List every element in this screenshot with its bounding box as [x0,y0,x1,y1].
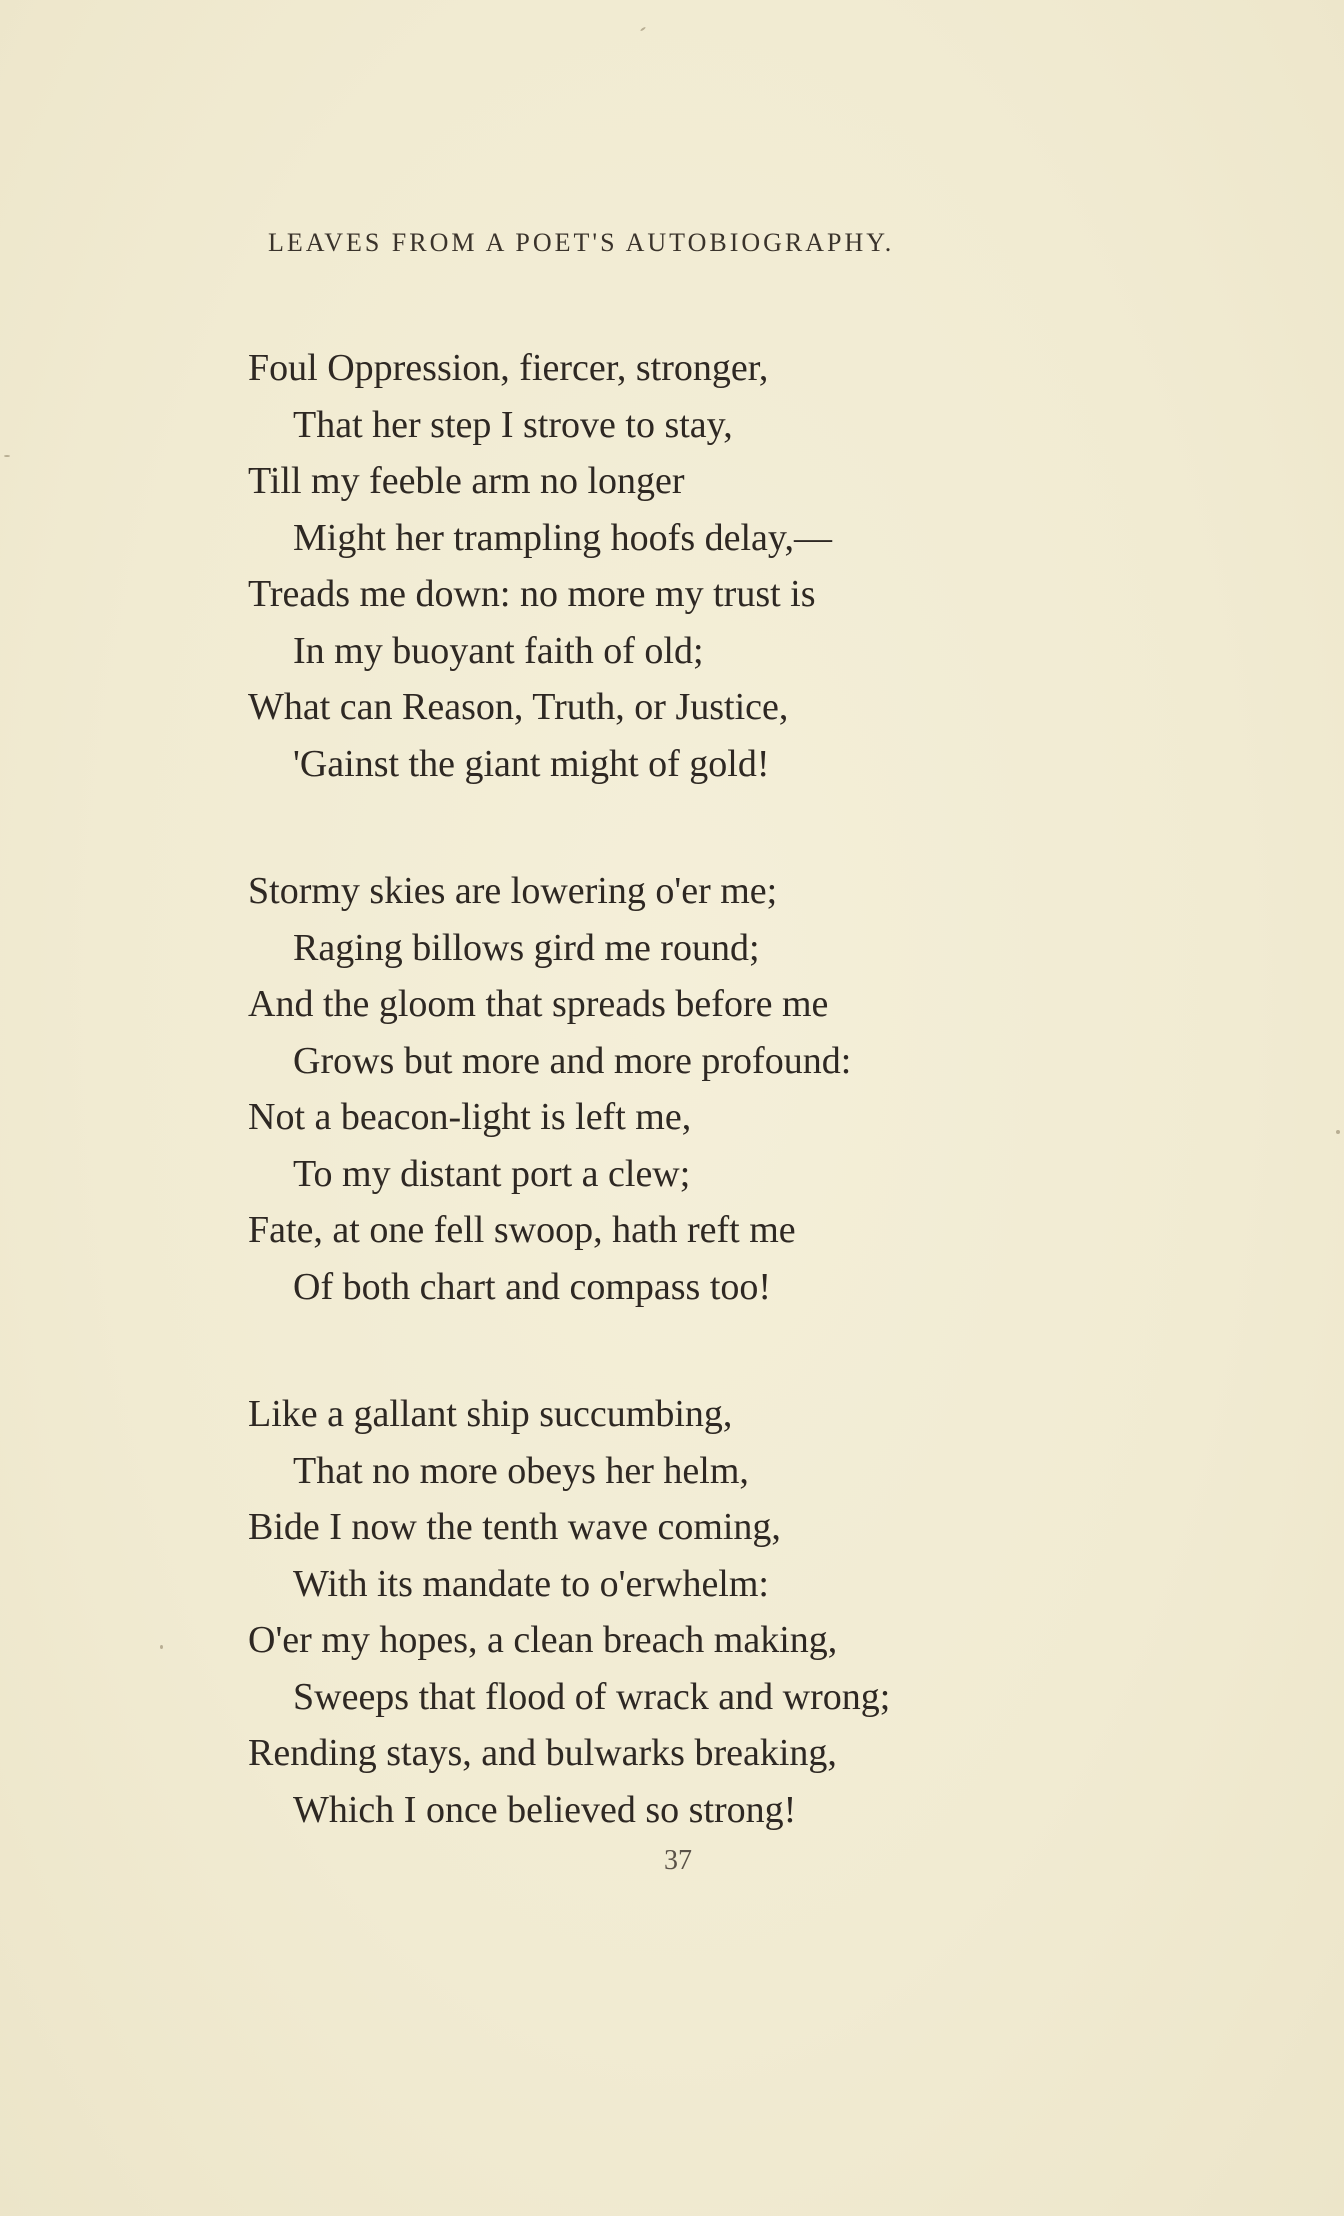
paper-speck [4,455,10,457]
poem-line: With its mandate to o'erwhelm: [293,1562,769,1605]
poem-line: And the gloom that spreads before me [248,983,829,1025]
poem-line: Like a gallant ship succumbing, [248,1393,733,1435]
stanza-2 [248,863,1068,1315]
poem-line: That no more obeys her helm, [293,1449,749,1492]
paper-speck [160,1645,163,1649]
poem-line: Which I once believed so strong! [293,1788,797,1831]
poem-line: Of both chart and compass too! [293,1265,772,1308]
poem-line: What can Reason, Truth, or Justice, [248,686,789,728]
poem [248,340,1068,1909]
poem-line: O'er my hopes, a clean breach making, [248,1619,838,1661]
poem-line: Stormy skies are lowering o'er me; [248,870,778,912]
poem-line: Sweeps that flood of wrack and wrong; [293,1675,891,1718]
page-number: 37 [664,1845,692,1876]
poem-line: Raging billows gird me round; [293,926,760,969]
paper-speck [1336,1130,1340,1134]
poem-line: Bide I now the tenth wave coming, [248,1506,781,1548]
poem-line: Might her trampling hoofs delay,— [293,516,832,559]
poem-line: Rending stays, and bulwarks breaking, [248,1732,837,1774]
stanza-1 [248,340,1068,792]
running-head: LEAVES FROM A POET'S AUTOBIOGRAPHY. [268,228,895,257]
poem-line: That her step I strove to stay, [293,403,733,446]
poem-line: Foul Oppression, fiercer, stronger, [248,347,769,389]
poem-line: 'Gainst the giant might of gold! [293,742,770,785]
poem-line: Till my feeble arm no longer [248,460,685,502]
poem-line: In my buoyant faith of old; [293,629,704,672]
stanza-3 [248,1386,1068,1838]
poem-line: Treads me down: no more my trust is [248,573,816,615]
paper-speck [640,26,646,31]
poem-line: Grows but more and more profound: [293,1039,852,1082]
poem-line: To my distant port a clew; [293,1152,691,1195]
poem-line: Not a beacon-light is left me, [248,1096,692,1138]
poem-line: Fate, at one fell swoop, hath reft me [248,1209,796,1251]
